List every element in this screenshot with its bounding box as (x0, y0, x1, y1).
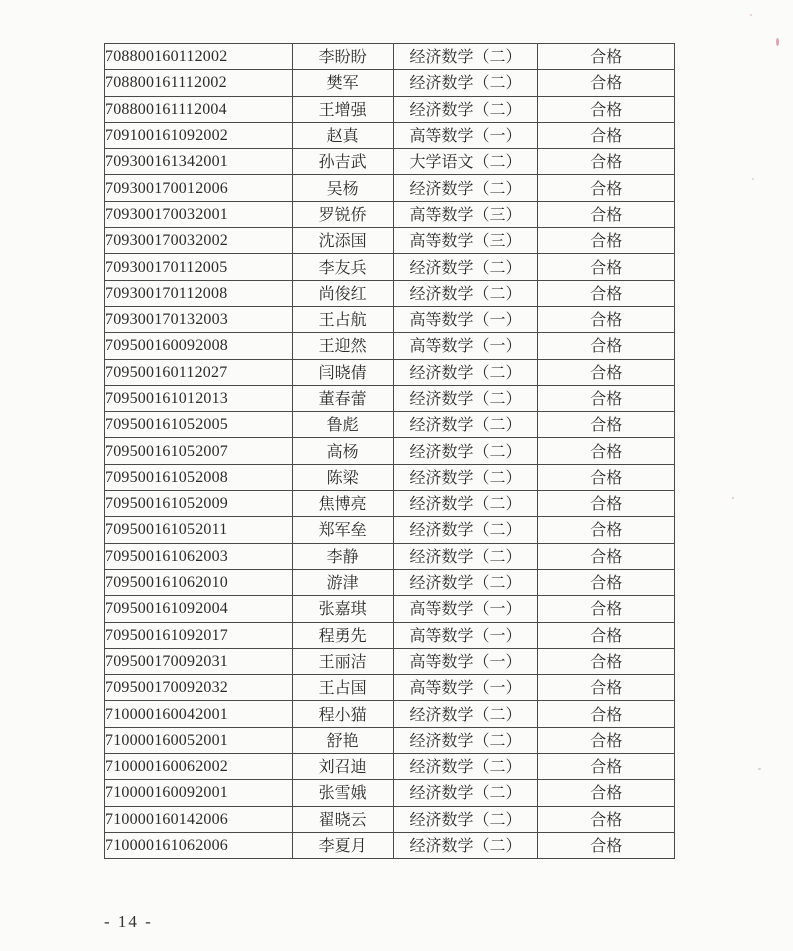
exam-id-cell: 709500161092004 (105, 596, 293, 622)
scan-speck (750, 14, 752, 16)
exam-id-cell: 710000160062002 (105, 754, 293, 780)
table-row (105, 228, 675, 254)
scan-speck (752, 178, 754, 180)
result-cell: 合格 (538, 175, 675, 201)
subject-cell: 经济数学（二） (393, 727, 538, 753)
results-table-body (105, 44, 675, 859)
table-row (105, 806, 675, 832)
student-name-cell: 程勇先 (292, 622, 393, 648)
subject-cell: 经济数学（二） (393, 491, 538, 517)
exam-id-cell: 709500161062003 (105, 543, 293, 569)
result-cell: 合格 (538, 333, 675, 359)
table-row (105, 727, 675, 753)
result-cell: 合格 (538, 122, 675, 148)
table-row (105, 648, 675, 674)
result-cell: 合格 (538, 44, 675, 70)
subject-cell: 经济数学（二） (393, 254, 538, 280)
table-row (105, 280, 675, 306)
subject-cell: 高等数学（一） (393, 122, 538, 148)
subject-cell: 经济数学（二） (393, 359, 538, 385)
result-cell: 合格 (538, 228, 675, 254)
table-row (105, 149, 675, 175)
result-cell: 合格 (538, 96, 675, 122)
exam-id-cell: 709500161092017 (105, 622, 293, 648)
subject-cell: 高等数学（三） (393, 228, 538, 254)
student-name-cell: 罗锐侨 (292, 201, 393, 227)
subject-cell: 经济数学（二） (393, 569, 538, 595)
result-cell: 合格 (538, 701, 675, 727)
table-row (105, 306, 675, 332)
student-name-cell: 张嘉琪 (292, 596, 393, 622)
exam-id-cell: 709100161092002 (105, 122, 293, 148)
table-row (105, 754, 675, 780)
table-row (105, 96, 675, 122)
subject-cell: 经济数学（二） (393, 780, 538, 806)
student-name-cell: 游津 (292, 569, 393, 595)
table-row (105, 701, 675, 727)
student-name-cell: 高杨 (292, 438, 393, 464)
exam-id-cell: 709500161052011 (105, 517, 293, 543)
table-row (105, 780, 675, 806)
exam-id-cell: 709500161052008 (105, 464, 293, 490)
table-row (105, 333, 675, 359)
result-cell: 合格 (538, 412, 675, 438)
student-name-cell: 程小猫 (292, 701, 393, 727)
subject-cell: 经济数学（二） (393, 385, 538, 411)
exam-id-cell: 709500160112027 (105, 359, 293, 385)
result-cell: 合格 (538, 201, 675, 227)
result-cell: 合格 (538, 806, 675, 832)
subject-cell: 高等数学（三） (393, 201, 538, 227)
student-name-cell: 王丽洁 (292, 648, 393, 674)
result-cell: 合格 (538, 648, 675, 674)
subject-cell: 经济数学（二） (393, 412, 538, 438)
subject-cell: 经济数学（二） (393, 517, 538, 543)
exam-id-cell: 709300170032002 (105, 228, 293, 254)
table-row (105, 44, 675, 70)
student-name-cell: 吴杨 (292, 175, 393, 201)
result-cell: 合格 (538, 569, 675, 595)
exam-id-cell: 708800161112004 (105, 96, 293, 122)
student-name-cell: 张雪娥 (292, 780, 393, 806)
exam-id-cell: 710000161062006 (105, 832, 293, 858)
subject-cell: 经济数学（二） (393, 70, 538, 96)
table-row (105, 675, 675, 701)
student-name-cell: 赵真 (292, 122, 393, 148)
exam-id-cell: 709500161052007 (105, 438, 293, 464)
subject-cell: 经济数学（二） (393, 280, 538, 306)
student-name-cell: 鲁彪 (292, 412, 393, 438)
student-name-cell: 董春蕾 (292, 385, 393, 411)
student-name-cell: 李夏月 (292, 832, 393, 858)
student-name-cell: 刘召迪 (292, 754, 393, 780)
result-cell: 合格 (538, 438, 675, 464)
exam-id-cell: 709500170092031 (105, 648, 293, 674)
subject-cell: 高等数学（一） (393, 596, 538, 622)
subject-cell: 高等数学（一） (393, 648, 538, 674)
table-row (105, 201, 675, 227)
table-row (105, 464, 675, 490)
table-row (105, 491, 675, 517)
exam-id-cell: 708800160112002 (105, 44, 293, 70)
table-row (105, 596, 675, 622)
exam-id-cell: 710000160052001 (105, 727, 293, 753)
scan-speck (732, 497, 734, 499)
result-cell: 合格 (538, 780, 675, 806)
student-name-cell: 尚俊红 (292, 280, 393, 306)
student-name-cell: 王占航 (292, 306, 393, 332)
exam-id-cell: 709300170132003 (105, 306, 293, 332)
exam-id-cell: 709300170012006 (105, 175, 293, 201)
result-cell: 合格 (538, 464, 675, 490)
student-name-cell: 焦博亮 (292, 491, 393, 517)
table-row (105, 122, 675, 148)
student-name-cell: 李盼盼 (292, 44, 393, 70)
result-cell: 合格 (538, 359, 675, 385)
exam-id-cell: 709500161062010 (105, 569, 293, 595)
exam-id-cell: 709500161012013 (105, 385, 293, 411)
table-row (105, 832, 675, 858)
exam-id-cell: 708800161112002 (105, 70, 293, 96)
student-name-cell: 王迎然 (292, 333, 393, 359)
table-row (105, 70, 675, 96)
exam-id-cell: 710000160042001 (105, 701, 293, 727)
result-cell: 合格 (538, 622, 675, 648)
subject-cell: 经济数学（二） (393, 96, 538, 122)
subject-cell: 经济数学（二） (393, 806, 538, 832)
subject-cell: 经济数学（二） (393, 832, 538, 858)
subject-cell: 高等数学（一） (393, 333, 538, 359)
result-cell: 合格 (538, 832, 675, 858)
student-name-cell: 樊军 (292, 70, 393, 96)
table-row (105, 359, 675, 385)
result-cell: 合格 (538, 517, 675, 543)
subject-cell: 高等数学（一） (393, 675, 538, 701)
table-row (105, 412, 675, 438)
result-cell: 合格 (538, 754, 675, 780)
subject-cell: 经济数学（二） (393, 438, 538, 464)
student-name-cell: 郑军垒 (292, 517, 393, 543)
result-cell: 合格 (538, 70, 675, 96)
student-name-cell: 王占国 (292, 675, 393, 701)
student-name-cell: 王增强 (292, 96, 393, 122)
result-cell: 合格 (538, 727, 675, 753)
student-name-cell: 陈梁 (292, 464, 393, 490)
exam-id-cell: 709300170032001 (105, 201, 293, 227)
subject-cell: 经济数学（二） (393, 543, 538, 569)
result-cell: 合格 (538, 149, 675, 175)
subject-cell: 经济数学（二） (393, 44, 538, 70)
result-cell: 合格 (538, 385, 675, 411)
results-table (104, 43, 675, 859)
exam-id-cell: 710000160092001 (105, 780, 293, 806)
table-row (105, 175, 675, 201)
student-name-cell: 沈添国 (292, 228, 393, 254)
subject-cell: 大学语文（二） (393, 149, 538, 175)
table-row (105, 254, 675, 280)
result-cell: 合格 (538, 306, 675, 332)
exam-id-cell: 709300170112008 (105, 280, 293, 306)
exam-id-cell: 709500161052005 (105, 412, 293, 438)
table-row (105, 569, 675, 595)
result-cell: 合格 (538, 491, 675, 517)
result-cell: 合格 (538, 543, 675, 569)
result-cell: 合格 (538, 596, 675, 622)
subject-cell: 经济数学（二） (393, 754, 538, 780)
subject-cell: 高等数学（一） (393, 622, 538, 648)
table-row (105, 543, 675, 569)
scan-speck (758, 768, 761, 770)
scan-speck (776, 38, 779, 46)
table-row (105, 517, 675, 543)
exam-id-cell: 709500161052009 (105, 491, 293, 517)
result-cell: 合格 (538, 675, 675, 701)
table-row (105, 385, 675, 411)
student-name-cell: 翟晓云 (292, 806, 393, 832)
student-name-cell: 闫晓倩 (292, 359, 393, 385)
exam-id-cell: 710000160142006 (105, 806, 293, 832)
subject-cell: 经济数学（二） (393, 175, 538, 201)
student-name-cell: 舒艳 (292, 727, 393, 753)
subject-cell: 高等数学（一） (393, 306, 538, 332)
subject-cell: 经济数学（二） (393, 701, 538, 727)
student-name-cell: 李静 (292, 543, 393, 569)
student-name-cell: 李友兵 (292, 254, 393, 280)
subject-cell: 经济数学（二） (393, 464, 538, 490)
table-row (105, 438, 675, 464)
exam-id-cell: 709300170112005 (105, 254, 293, 280)
exam-id-cell: 709500160092008 (105, 333, 293, 359)
exam-id-cell: 709300161342001 (105, 149, 293, 175)
result-cell: 合格 (538, 254, 675, 280)
student-name-cell: 孙吉武 (292, 149, 393, 175)
result-cell: 合格 (538, 280, 675, 306)
table-row (105, 622, 675, 648)
exam-id-cell: 709500170092032 (105, 675, 293, 701)
page-number: - 14 - (104, 912, 153, 931)
